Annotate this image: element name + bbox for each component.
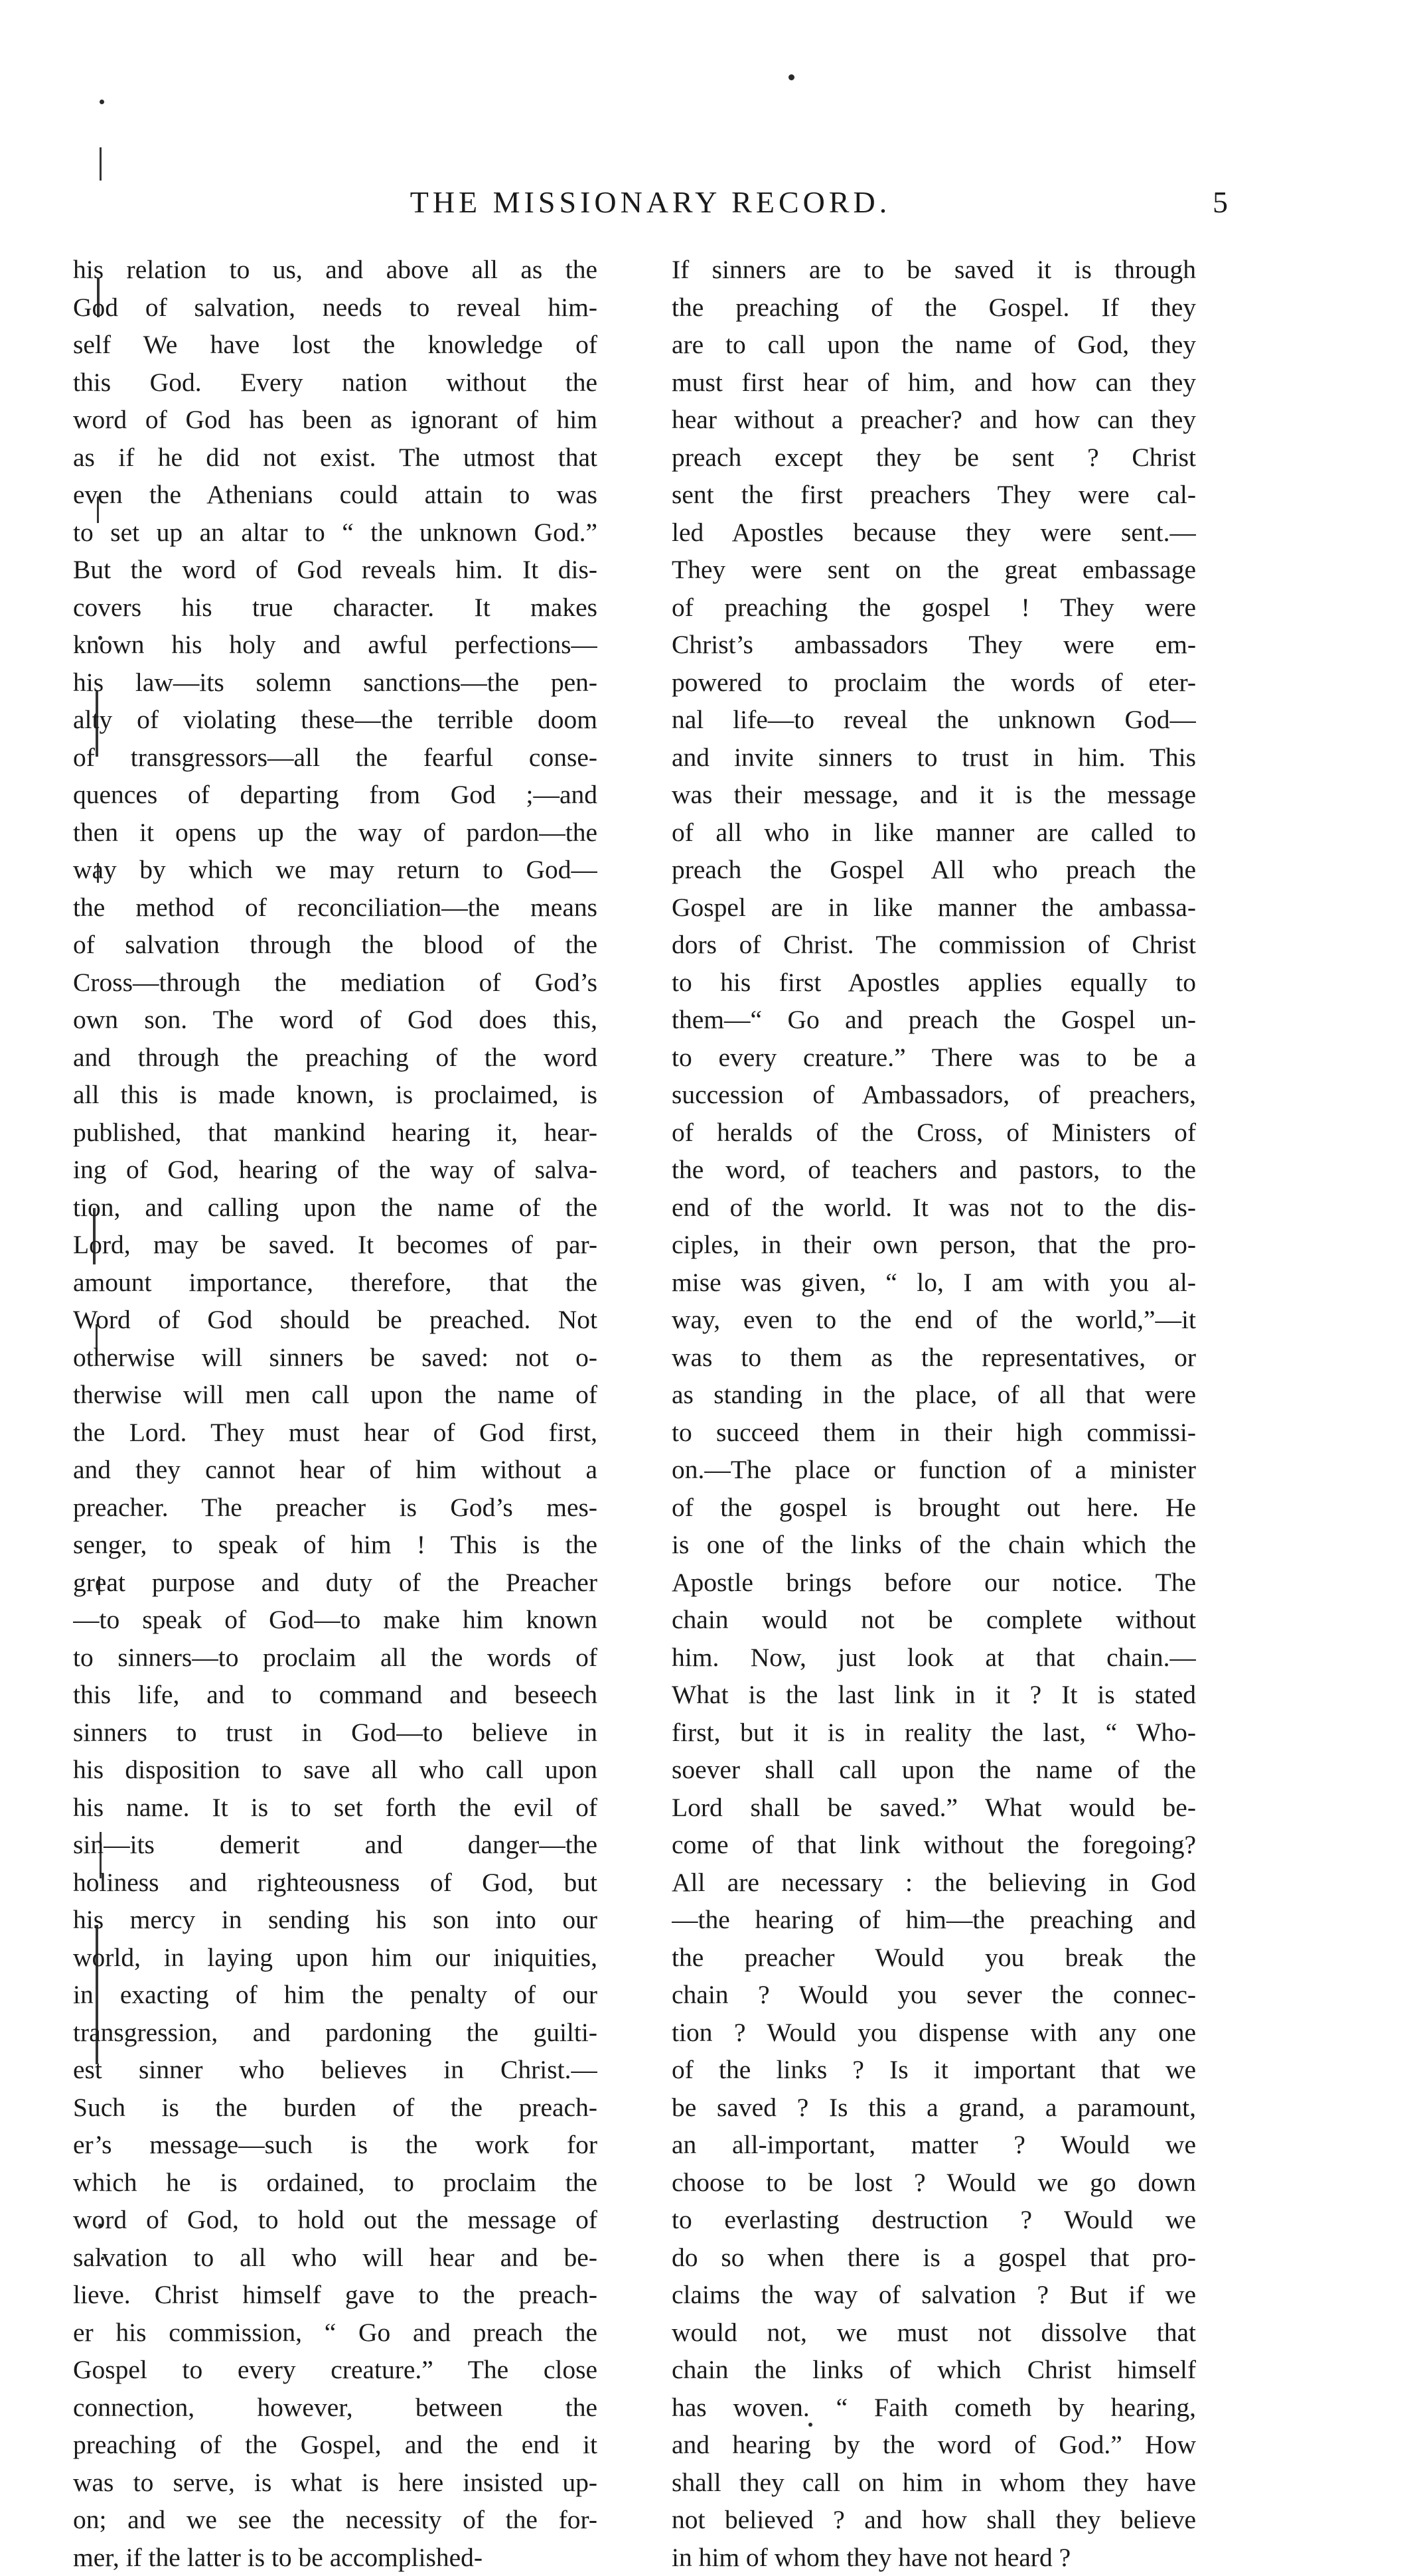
text-line: and invite sinners to trust in him. This	[672, 739, 1196, 777]
scan-speck	[100, 100, 104, 104]
text-line: his name. It is to set forth the evil of	[73, 1789, 597, 1827]
text-line: his relation to us, and above all as the	[73, 251, 597, 289]
text-line: er’s message—such is the work for	[73, 2126, 597, 2164]
text-line: word of God has been as ignorant of him	[73, 401, 597, 439]
text-line: the preaching of the Gospel. If they	[672, 289, 1196, 327]
text-line: tion ? Would you dispense with any one	[672, 2014, 1196, 2052]
text-line: would not, we must not dissolve that	[672, 2314, 1196, 2352]
text-line: way, even to the end of the world,”—it	[672, 1301, 1196, 1339]
text-line: dors of Christ. The commission of Christ	[672, 926, 1196, 964]
text-line: the preacher Would you break the	[672, 1939, 1196, 1977]
text-line: an all-important, matter ? Would we	[672, 2126, 1196, 2164]
text-line: then it opens up the way of pardon—the	[73, 814, 597, 852]
text-line: hear without a preacher? and how can they	[672, 401, 1196, 439]
text-line: has woven. “ Faith cometh by hearing,	[672, 2389, 1196, 2427]
text-line: Cross—through the mediation of God’s	[73, 964, 597, 1002]
text-line: mise was given, “ lo, I am with you al-	[672, 1264, 1196, 1302]
text-line: shall they call on him in whom they have	[672, 2464, 1196, 2502]
text-line: ciples, in their own person, that the pro-	[672, 1226, 1196, 1264]
text-line: mer, if the latter is to be accomplished-	[73, 2539, 597, 2576]
text-line: alty of violating these—the terrible doom	[73, 701, 597, 739]
text-line: preach the Gospel All who preach the	[672, 851, 1196, 889]
text-line: chain would not be complete without	[672, 1601, 1196, 1639]
text-line: quences of departing from God ;—and	[73, 776, 597, 814]
text-line: was their message, and it is the message	[672, 776, 1196, 814]
text-line: was to serve, is what is here insisted up-	[73, 2464, 597, 2502]
text-line: lieve. Christ himself gave to the preach-	[73, 2276, 597, 2314]
text-line: choose to be lost ? Would we go down	[672, 2164, 1196, 2202]
text-line: —the hearing of him—the preaching and	[672, 1901, 1196, 1939]
text-line: self We have lost the knowledge of	[73, 326, 597, 364]
text-line: the method of reconciliation—the means	[73, 889, 597, 927]
text-line: him. Now, just look at that chain.—	[672, 1639, 1196, 1677]
text-line: come of that link without the foregoing?	[672, 1826, 1196, 1864]
text-line: therwise will men call upon the name of	[73, 1376, 597, 1414]
text-line: in exacting of him the penalty of our	[73, 1976, 597, 2014]
text-line: first, but it is in reality the last, “ Who-	[672, 1714, 1196, 1752]
text-line: of all who in like manner are called to	[672, 814, 1196, 852]
text-line: senger, to speak of him ! This is the	[73, 1526, 597, 1564]
text-line: and they cannot hear of him without a	[73, 1451, 597, 1489]
text-line: word of God, to hold out the message of	[73, 2201, 597, 2239]
text-line: not believed ? and how shall they believe	[672, 2501, 1196, 2539]
text-line: way by which we may return to God—	[73, 851, 597, 889]
text-line: connection, however, between the	[73, 2389, 597, 2427]
text-line: this life, and to command and beseech	[73, 1676, 597, 1714]
text-line: preaching of the Gospel, and the end it	[73, 2426, 597, 2464]
text-line: on; and we see the necessity of the for-	[73, 2501, 597, 2539]
text-line: preach except they be sent ? Christ	[672, 439, 1196, 477]
text-line: of transgressors—all the fearful conse-	[73, 739, 597, 777]
text-line: Lord shall be saved.” What would be-	[672, 1789, 1196, 1827]
text-line: published, that mankind hearing it, hear-	[73, 1114, 597, 1152]
text-line: tion, and calling upon the name of the	[73, 1189, 597, 1227]
text-line: sin—its demerit and danger—the	[73, 1826, 597, 1864]
text-line: his mercy in sending his son into our	[73, 1901, 597, 1939]
text-line: known his holy and awful perfections—	[73, 626, 597, 664]
text-line: do so when there is a gospel that pro-	[672, 2239, 1196, 2277]
text-line: to his first Apostles applies equally to	[672, 964, 1196, 1002]
text-line: of salvation through the blood of the	[73, 926, 597, 964]
text-line: chain ? Would you sever the connec-	[672, 1976, 1196, 2014]
text-line: Word of God should be preached. Not	[73, 1301, 597, 1339]
text-line: as if he did not exist. The utmost that	[73, 439, 597, 477]
text-line: Gospel are in like manner the ambassa-	[672, 889, 1196, 927]
text-line: salvation to all who will hear and be-	[73, 2239, 597, 2277]
text-line: of the links ? Is it important that we	[672, 2051, 1196, 2089]
text-line: to every creature.” There was to be a	[672, 1039, 1196, 1077]
text-line: to everlasting destruction ? Would we	[672, 2201, 1196, 2239]
text-line: They were sent on the great embassage	[672, 551, 1196, 589]
text-line: succession of Ambassadors, of preachers,	[672, 1076, 1196, 1114]
text-line: covers his true character. It makes	[73, 589, 597, 627]
right-column	[672, 251, 1196, 2576]
text-line: powered to proclaim the words of eter-	[672, 664, 1196, 702]
text-line: holiness and righteousness of God, but	[73, 1864, 597, 1902]
text-line: claims the way of salvation ? But if we	[672, 2276, 1196, 2314]
text-line: soever shall call upon the name of the	[672, 1751, 1196, 1789]
text-line: Christ’s ambassadors They were em-	[672, 626, 1196, 664]
left-column	[73, 251, 597, 2576]
text-line: end of the world. It was not to the dis-	[672, 1189, 1196, 1227]
text-line: on.—The place or function of a minister	[672, 1451, 1196, 1489]
text-line: his law—its solemn sanctions—the pen-	[73, 664, 597, 702]
text-line: All are necessary : the believing in God	[672, 1864, 1196, 1902]
text-line: must first hear of him, and how can they	[672, 364, 1196, 402]
text-line: his disposition to save all who call upon	[73, 1751, 597, 1789]
text-line: amount importance, therefore, that the	[73, 1264, 597, 1302]
text-line: are to call upon the name of God, they	[672, 326, 1196, 364]
text-line: Such is the burden of the preach-	[73, 2089, 597, 2127]
text-line: otherwise will sinners be saved: not o-	[73, 1339, 597, 1377]
text-line: to sinners—to proclaim all the words of	[73, 1639, 597, 1677]
text-line: Gospel to every creature.” The close	[73, 2351, 597, 2389]
text-line: God of salvation, needs to reveal him-	[73, 289, 597, 327]
text-line: preacher. The preacher is God’s mes-	[73, 1489, 597, 1527]
text-line: to set up an altar to “ the unknown God.”	[73, 514, 597, 552]
text-line: the word, of teachers and pastors, to the	[672, 1151, 1196, 1189]
text-line: great purpose and duty of the Preacher	[73, 1564, 597, 1602]
text-line: as standing in the place, of all that were	[672, 1376, 1196, 1414]
text-line: of heralds of the Cross, of Ministers of	[672, 1114, 1196, 1152]
text-line: transgression, and pardoning the guilti-	[73, 2014, 597, 2052]
scan-speck	[788, 74, 794, 80]
text-line: ing of God, hearing of the way of salva-	[73, 1151, 597, 1189]
text-line: er his commission, “ Go and preach the	[73, 2314, 597, 2352]
text-line: Apostle brings before our notice. The	[672, 1564, 1196, 1602]
margin-mark	[100, 147, 102, 181]
text-line: is one of the links of the chain which the	[672, 1526, 1196, 1564]
text-line: in him of whom they have not heard ?	[672, 2539, 1196, 2576]
text-line: of preaching the gospel ! They were	[672, 589, 1196, 627]
text-line: all this is made known, is proclaimed, is	[73, 1076, 597, 1114]
text-line: —to speak of God—to make him known	[73, 1601, 597, 1639]
text-line: world, in laying upon him our iniquities,	[73, 1939, 597, 1977]
page-number: 5	[1213, 185, 1228, 220]
running-title: THE MISSIONARY RECORD.	[73, 185, 1228, 220]
text-line: led Apostles because they were sent.—	[672, 514, 1196, 552]
text-line: them—“ Go and preach the Gospel un-	[672, 1001, 1196, 1039]
text-line: sinners to trust in God—to believe in	[73, 1714, 597, 1752]
text-line: Lord, may be saved. It becomes of par-	[73, 1226, 597, 1264]
text-line: nal life—to reveal the unknown God—	[672, 701, 1196, 739]
text-line: which he is ordained, to proclaim the	[73, 2164, 597, 2202]
text-line: this God. Every nation without the	[73, 364, 597, 402]
text-line: even the Athenians could attain to was	[73, 476, 597, 514]
text-line: If sinners are to be saved it is through	[672, 251, 1196, 289]
text-line: own son. The word of God does this,	[73, 1001, 597, 1039]
text-line: to succeed them in their high commissi-	[672, 1414, 1196, 1452]
text-line: What is the last link in it ? It is stated	[672, 1676, 1196, 1714]
text-line: of the gospel is brought out here. He	[672, 1489, 1196, 1527]
text-line: sent the first preachers They were cal-	[672, 476, 1196, 514]
text-line: be saved ? Is this a grand, a paramount,	[672, 2089, 1196, 2127]
text-line: was to them as the representatives, or	[672, 1339, 1196, 1377]
text-line: But the word of God reveals him. It dis-	[73, 551, 597, 589]
text-line: and hearing by the word of God.” How	[672, 2426, 1196, 2464]
text-line: chain the links of which Christ himself	[672, 2351, 1196, 2389]
text-line: and through the preaching of the word	[73, 1039, 597, 1077]
text-line: the Lord. They must hear of God first,	[73, 1414, 597, 1452]
page-header	[73, 185, 1228, 224]
text-line: est sinner who believes in Christ.—	[73, 2051, 597, 2089]
